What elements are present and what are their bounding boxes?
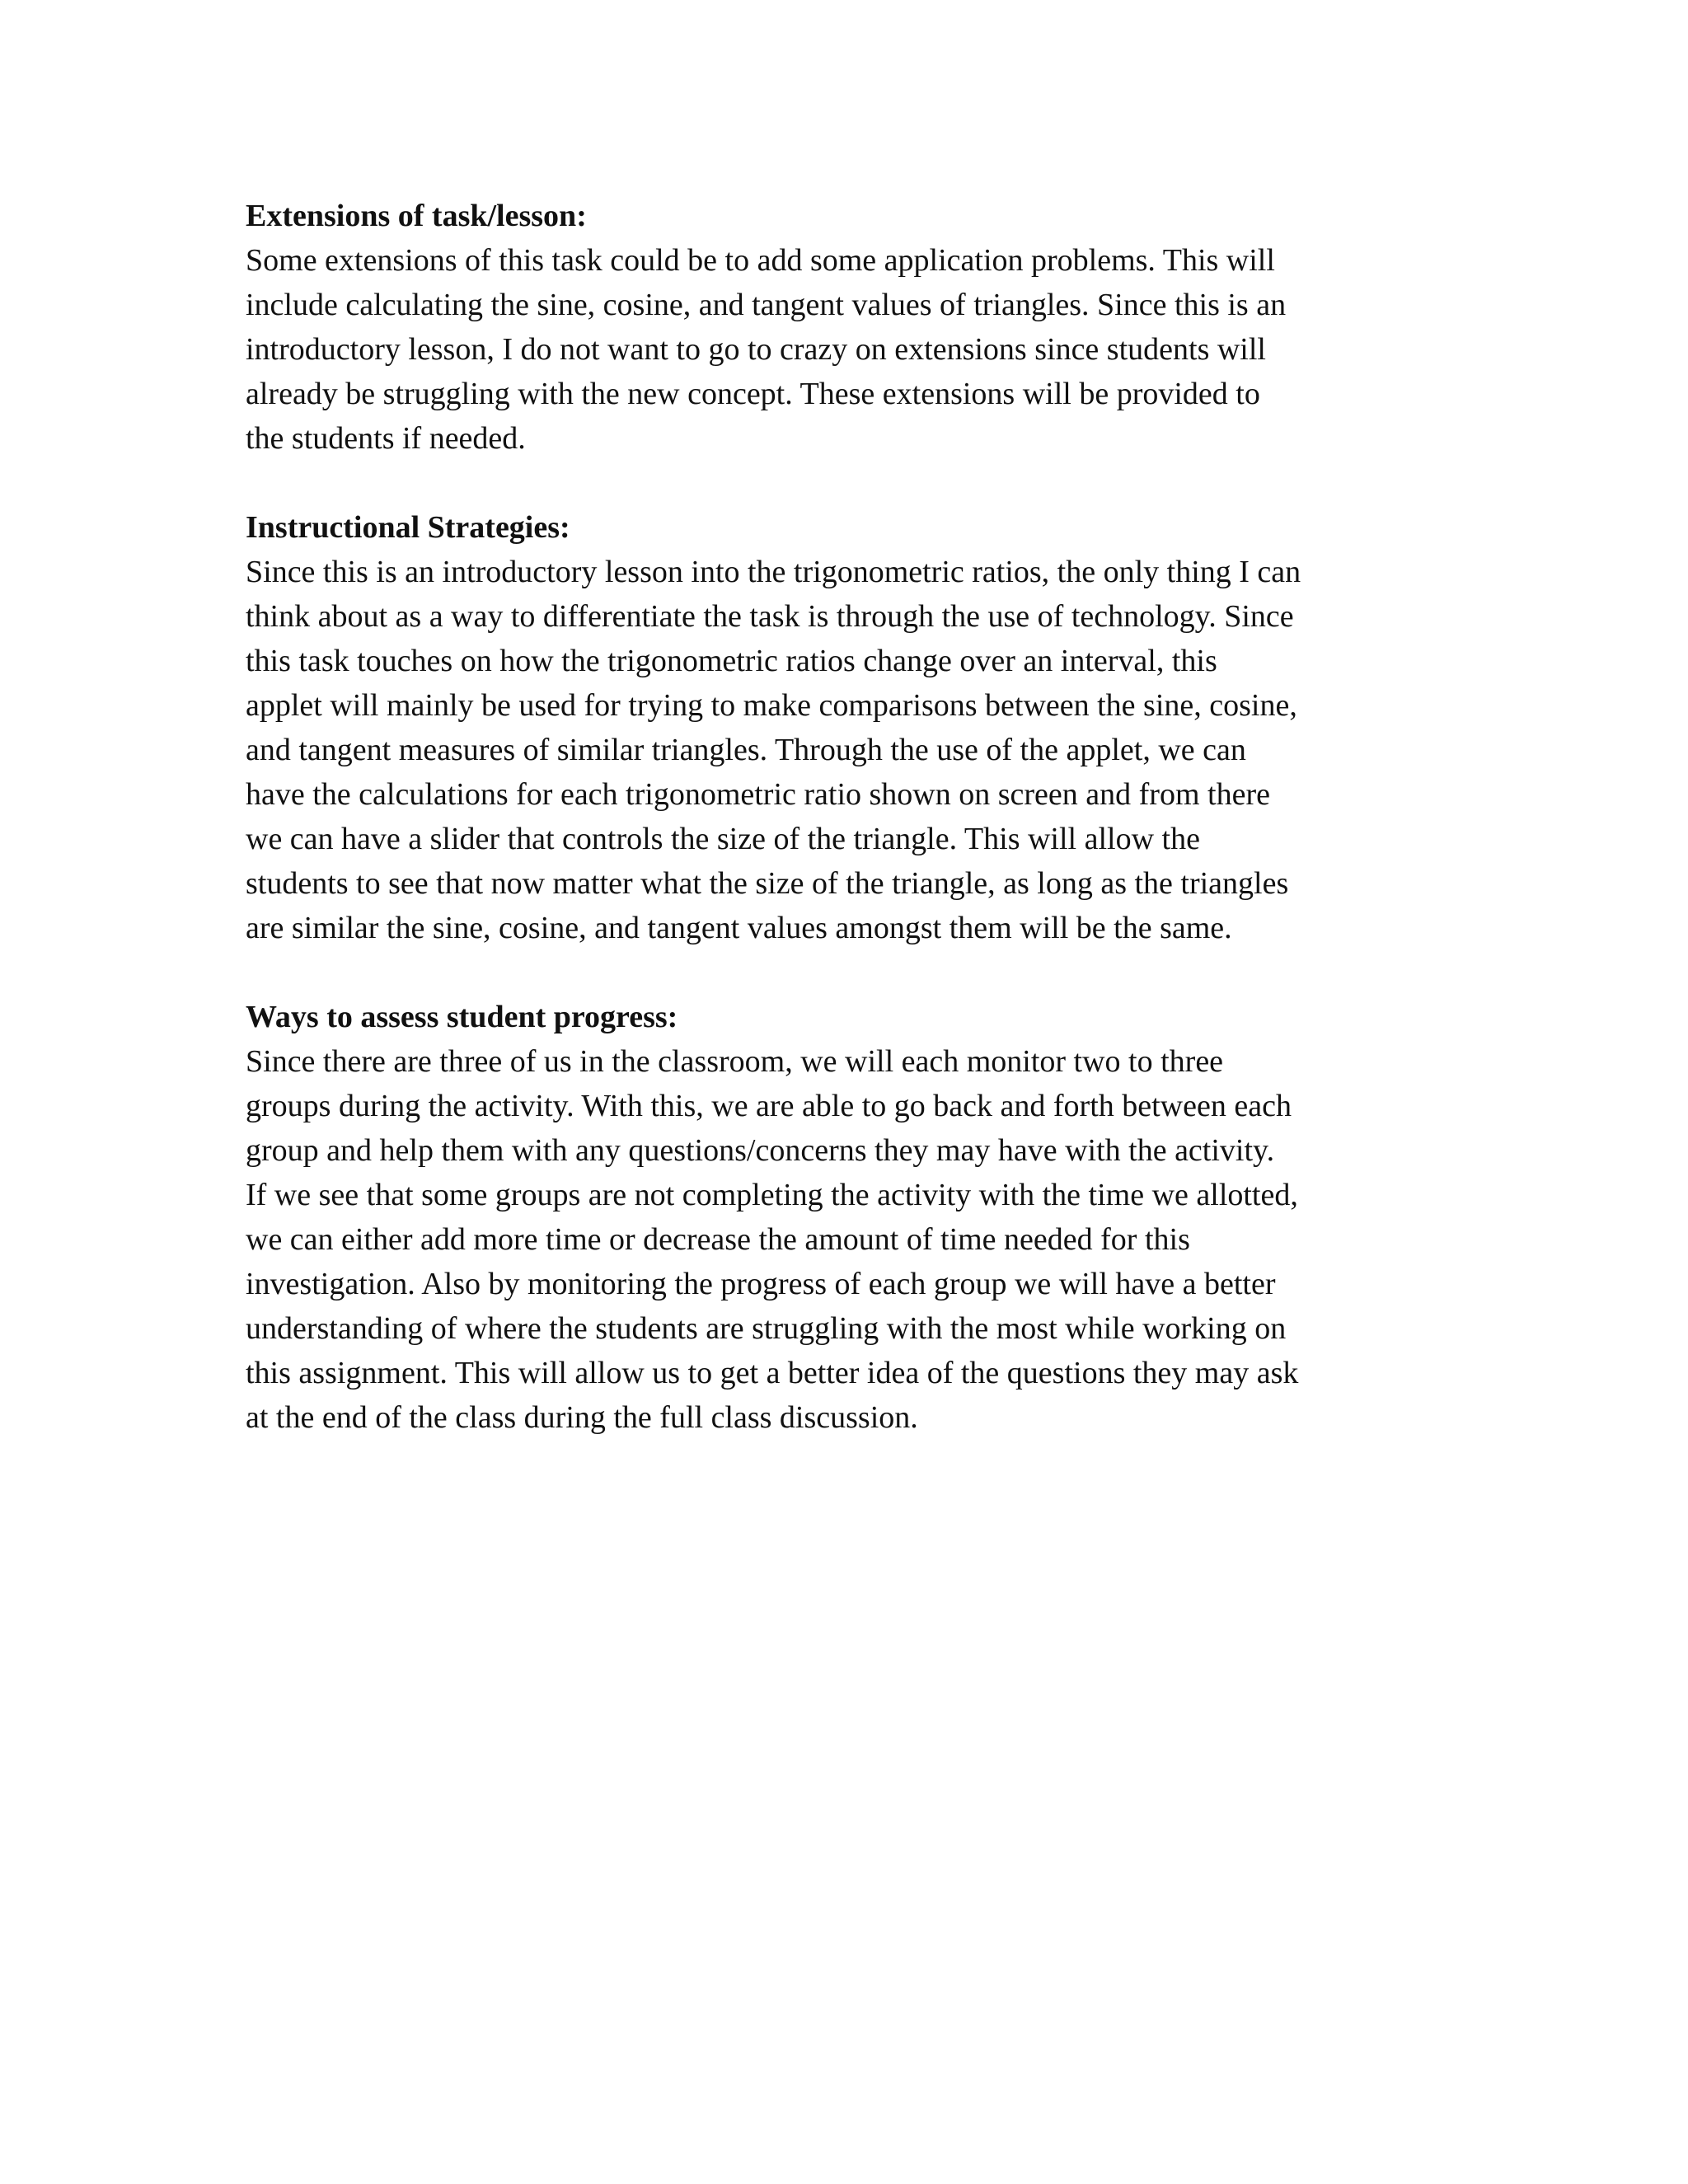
paragraph-line: this task touches on how the trigonometric ratios change over an interval, this: [246, 644, 1217, 678]
paragraph-line: are similar the sine, cosine, and tangent values amongst them will be the same.: [246, 911, 1232, 945]
paragraph-line: we can have a slider that controls the size of the triangle. This will allow the: [246, 822, 1200, 856]
section-heading: Ways to assess student progress:: [246, 1000, 678, 1034]
paragraph-line: group and help them with any questions/concerns they may have with the activity.: [246, 1133, 1275, 1168]
paragraph-line: applet will mainly be used for trying to make comparisons between the sine, cosine,: [246, 688, 1297, 723]
section-assessment: [246, 995, 1449, 1440]
paragraph-line: include calculating the sine, cosine, and tangent values of triangles. Since this is an: [246, 288, 1287, 322]
paragraph-line: groups during the activity. With this, we are able to go back and forth between each: [246, 1089, 1292, 1123]
document-body: [246, 194, 1449, 1484]
paragraph-line: we can either add more time or decrease the amount of time needed for this: [246, 1222, 1190, 1257]
paragraph-line: think about as a way to differentiate the task is through the use of technology. Since: [246, 599, 1294, 634]
paragraph-line: at the end of the class during the full class discussion.: [246, 1400, 918, 1435]
paragraph-line: If we see that some groups are not completing the activity with the time we allotted,: [246, 1178, 1298, 1212]
paragraph-line: have the calculations for each trigonometric ratio shown on screen and from there: [246, 777, 1270, 812]
section-extensions: [246, 194, 1449, 461]
paragraph-line: Some extensions of this task could be to add some application problems. This will: [246, 243, 1275, 278]
paragraph-line: Since this is an introductory lesson into the trigonometric ratios, the only thing I can: [246, 555, 1301, 589]
paragraph-line: and tangent measures of similar triangles. Through the use of the applet, we can: [246, 733, 1246, 767]
paragraph-line: this assignment. This will allow us to get a better idea of the questions they may ask: [246, 1356, 1299, 1390]
paragraph-line: Since there are three of us in the classroom, we will each monitor two to three: [246, 1044, 1224, 1079]
paragraph-line: already be struggling with the new concept. These extensions will be provided to: [246, 377, 1260, 411]
section-instructional-strategies: [246, 505, 1449, 950]
paragraph-line: introductory lesson, I do not want to go to crazy on extensions since students will: [246, 332, 1266, 367]
paragraph-line: understanding of where the students are struggling with the most while working on: [246, 1311, 1287, 1346]
section-heading: Extensions of task/lesson:: [246, 199, 587, 233]
paragraph-line: investigation. Also by monitoring the progress of each group we will have a better: [246, 1267, 1276, 1301]
paragraph-line: the students if needed.: [246, 421, 526, 456]
section-heading: Instructional Strategies:: [246, 510, 570, 545]
paragraph-line: students to see that now matter what the size of the triangle, as long as the triangles: [246, 866, 1289, 901]
